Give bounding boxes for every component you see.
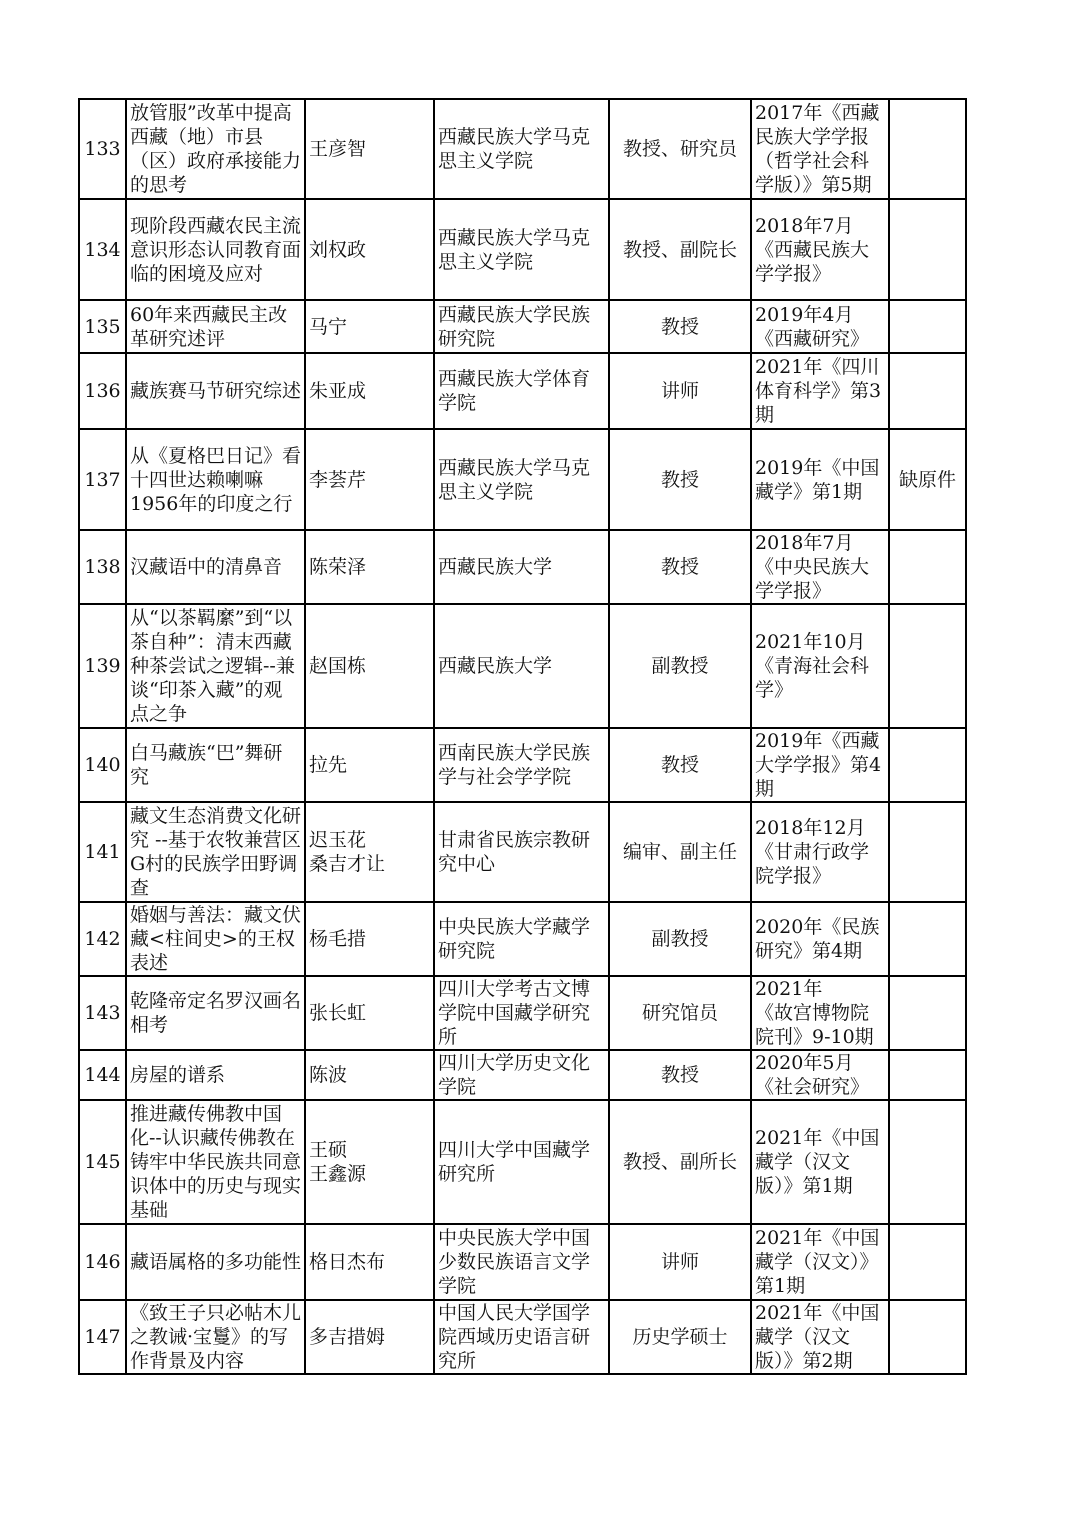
table-row	[79, 1300, 966, 1374]
author-name-cell: 张长虹	[305, 976, 434, 1050]
publication-cell: 2017年《西藏民族大学学报（哲学社会科学版）》第5期	[751, 99, 889, 199]
paper-title-cell: 婚姻与善法：藏文伏藏<柱间史>的王权表述	[126, 902, 305, 976]
author-name-cell: 格日杰布	[305, 1224, 434, 1300]
author-rank-cell: 编审、副主任	[609, 802, 751, 902]
author-name-cell: 王彦智	[305, 99, 434, 199]
paper-title-cell: 白马藏族“巴”舞研究	[126, 728, 305, 802]
author-unit-cell: 中央民族大学中国少数民族语言文学学院	[434, 1224, 609, 1300]
publication-cell: 2018年12月《甘肃行政学院学报》	[751, 802, 889, 902]
author-rank-cell: 教授、副所长	[609, 1100, 751, 1224]
remark-cell: 缺原件	[889, 429, 966, 530]
remark-cell	[889, 1100, 966, 1224]
author-unit-cell: 西藏民族大学体育学院	[434, 353, 609, 429]
paper-title-cell: 房屋的谱系	[126, 1050, 305, 1100]
publication-cell: 2020年《民族研究》第4期	[751, 902, 889, 976]
author-unit-cell: 中国人民大学国学院西域历史语言研究所	[434, 1300, 609, 1374]
table-body	[79, 99, 966, 1374]
table-row	[79, 199, 966, 300]
table-row	[79, 604, 966, 728]
remark-cell	[889, 199, 966, 300]
remark-cell	[889, 300, 966, 353]
paper-title-cell: 60年来西藏民主改革研究述评	[126, 300, 305, 353]
author-unit-cell: 四川大学考古文博学院中国藏学研究所	[434, 976, 609, 1050]
remark-cell	[889, 976, 966, 1050]
table-row	[79, 353, 966, 429]
author-unit-cell: 西藏民族大学	[434, 530, 609, 604]
author-rank-cell: 副教授	[609, 902, 751, 976]
author-unit-cell: 西藏民族大学马克思主义学院	[434, 99, 609, 199]
remark-cell	[889, 902, 966, 976]
publication-cell: 2021年《四川体育科学》第3期	[751, 353, 889, 429]
table-row	[79, 802, 966, 902]
author-rank-cell: 教授	[609, 1050, 751, 1100]
table-row	[79, 300, 966, 353]
remark-cell	[889, 728, 966, 802]
publication-cell: 2021年 《故宫博物院院刊》9-10期	[751, 976, 889, 1050]
author-unit-cell: 中央民族大学藏学研究院	[434, 902, 609, 976]
paper-title-cell: 推进藏传佛教中国化--认识藏传佛教在铸牢中华民族共同意识体中的历史与现实基础	[126, 1100, 305, 1224]
author-unit-cell: 西藏民族大学马克思主义学院	[434, 429, 609, 530]
table-row	[79, 1100, 966, 1224]
publication-cell: 2018年7月《中央民族大学学报》	[751, 530, 889, 604]
publication-cell: 2021年《中国藏学（汉文）》第1期	[751, 1224, 889, 1300]
row-number-cell: 136	[79, 353, 126, 429]
paper-title-cell: 放管服”改革中提高西藏（地）市县（区）政府承接能力的思考	[126, 99, 305, 199]
row-number-cell: 143	[79, 976, 126, 1050]
author-rank-cell: 教授	[609, 530, 751, 604]
row-number-cell: 133	[79, 99, 126, 199]
row-number-cell: 141	[79, 802, 126, 902]
row-number-cell: 147	[79, 1300, 126, 1374]
paper-title-cell: 藏族赛马节研究综述	[126, 353, 305, 429]
author-rank-cell: 历史学硕士	[609, 1300, 751, 1374]
publication-cell: 2021年《中国藏学（汉文版）》第2期	[751, 1300, 889, 1374]
paper-title-cell: 现阶段西藏农民主流意识形态认同教育面临的困境及应对	[126, 199, 305, 300]
table-row	[79, 99, 966, 199]
publication-cell: 2021年《中国藏学（汉文版）》第1期	[751, 1100, 889, 1224]
author-name-cell: 陈波	[305, 1050, 434, 1100]
author-unit-cell: 四川大学历史文化学院	[434, 1050, 609, 1100]
row-number-cell: 144	[79, 1050, 126, 1100]
paper-title-cell: 藏文生态消费文化研究 --基于农牧兼营区G村的民族学田野调查	[126, 802, 305, 902]
row-number-cell: 140	[79, 728, 126, 802]
author-rank-cell: 教授、研究员	[609, 99, 751, 199]
author-name-cell: 杨毛措	[305, 902, 434, 976]
table-row	[79, 429, 966, 530]
publication-cell: 2021年10月《青海社会科学》	[751, 604, 889, 728]
author-unit-cell: 西藏民族大学	[434, 604, 609, 728]
row-number-cell: 146	[79, 1224, 126, 1300]
paper-title-cell: 《致王子只必帖木儿之教诫·宝鬘》的写作背景及内容	[126, 1300, 305, 1374]
author-rank-cell: 教授、副院长	[609, 199, 751, 300]
author-rank-cell: 教授	[609, 300, 751, 353]
publication-cell: 2019年《中国藏学》第1期	[751, 429, 889, 530]
author-rank-cell: 副教授	[609, 604, 751, 728]
remark-cell	[889, 1224, 966, 1300]
author-rank-cell: 讲师	[609, 1224, 751, 1300]
paper-title-cell: 藏语属格的多功能性	[126, 1224, 305, 1300]
table-row	[79, 976, 966, 1050]
author-rank-cell: 研究馆员	[609, 976, 751, 1050]
author-rank-cell: 教授	[609, 728, 751, 802]
remark-cell	[889, 99, 966, 199]
publication-cell: 2019年《西藏大学学报》第4期	[751, 728, 889, 802]
author-unit-cell: 甘肃省民族宗教研究中心	[434, 802, 609, 902]
author-rank-cell: 讲师	[609, 353, 751, 429]
author-unit-cell: 西南民族大学民族学与社会学学院	[434, 728, 609, 802]
author-unit-cell: 四川大学中国藏学研究所	[434, 1100, 609, 1224]
row-number-cell: 138	[79, 530, 126, 604]
publication-cell: 2019年4月《西藏研究》	[751, 300, 889, 353]
author-name-cell: 李荟芹	[305, 429, 434, 530]
author-name-cell: 拉先	[305, 728, 434, 802]
author-unit-cell: 西藏民族大学马克思主义学院	[434, 199, 609, 300]
author-name-cell: 多吉措姆	[305, 1300, 434, 1374]
row-number-cell: 139	[79, 604, 126, 728]
remark-cell	[889, 604, 966, 728]
author-unit-cell: 西藏民族大学民族研究院	[434, 300, 609, 353]
publication-cell: 2018年7月《西藏民族大学学报》	[751, 199, 889, 300]
remark-cell	[889, 353, 966, 429]
publication-cell: 2020年5月《社会研究》	[751, 1050, 889, 1100]
author-rank-cell: 教授	[609, 429, 751, 530]
author-name-cell: 迟玉花 桑吉才让	[305, 802, 434, 902]
row-number-cell: 137	[79, 429, 126, 530]
author-name-cell: 刘权政	[305, 199, 434, 300]
author-name-cell: 赵国栋	[305, 604, 434, 728]
table-row	[79, 728, 966, 802]
remark-cell	[889, 530, 966, 604]
row-number-cell: 134	[79, 199, 126, 300]
table-row	[79, 902, 966, 976]
table-row	[79, 1224, 966, 1300]
paper-title-cell: 乾隆帝定名罗汉画名相考	[126, 976, 305, 1050]
remark-cell	[889, 1300, 966, 1374]
table-row	[79, 530, 966, 604]
row-number-cell: 135	[79, 300, 126, 353]
table-row	[79, 1050, 966, 1100]
author-name-cell: 朱亚成	[305, 353, 434, 429]
row-number-cell: 142	[79, 902, 126, 976]
paper-title-cell: 从《夏格巴日记》看十四世达赖喇嘛1956年的印度之行	[126, 429, 305, 530]
author-name-cell: 陈荣泽	[305, 530, 434, 604]
remark-cell	[889, 802, 966, 902]
papers-table	[78, 98, 967, 1375]
author-name-cell: 王硕 王鑫源	[305, 1100, 434, 1224]
remark-cell	[889, 1050, 966, 1100]
row-number-cell: 145	[79, 1100, 126, 1224]
paper-title-cell: 从“以茶羁縻”到“以茶自种”：清末西藏种茶尝试之逻辑--兼谈“印茶入藏”的观点之争	[126, 604, 305, 728]
paper-title-cell: 汉藏语中的清鼻音	[126, 530, 305, 604]
author-name-cell: 马宁	[305, 300, 434, 353]
